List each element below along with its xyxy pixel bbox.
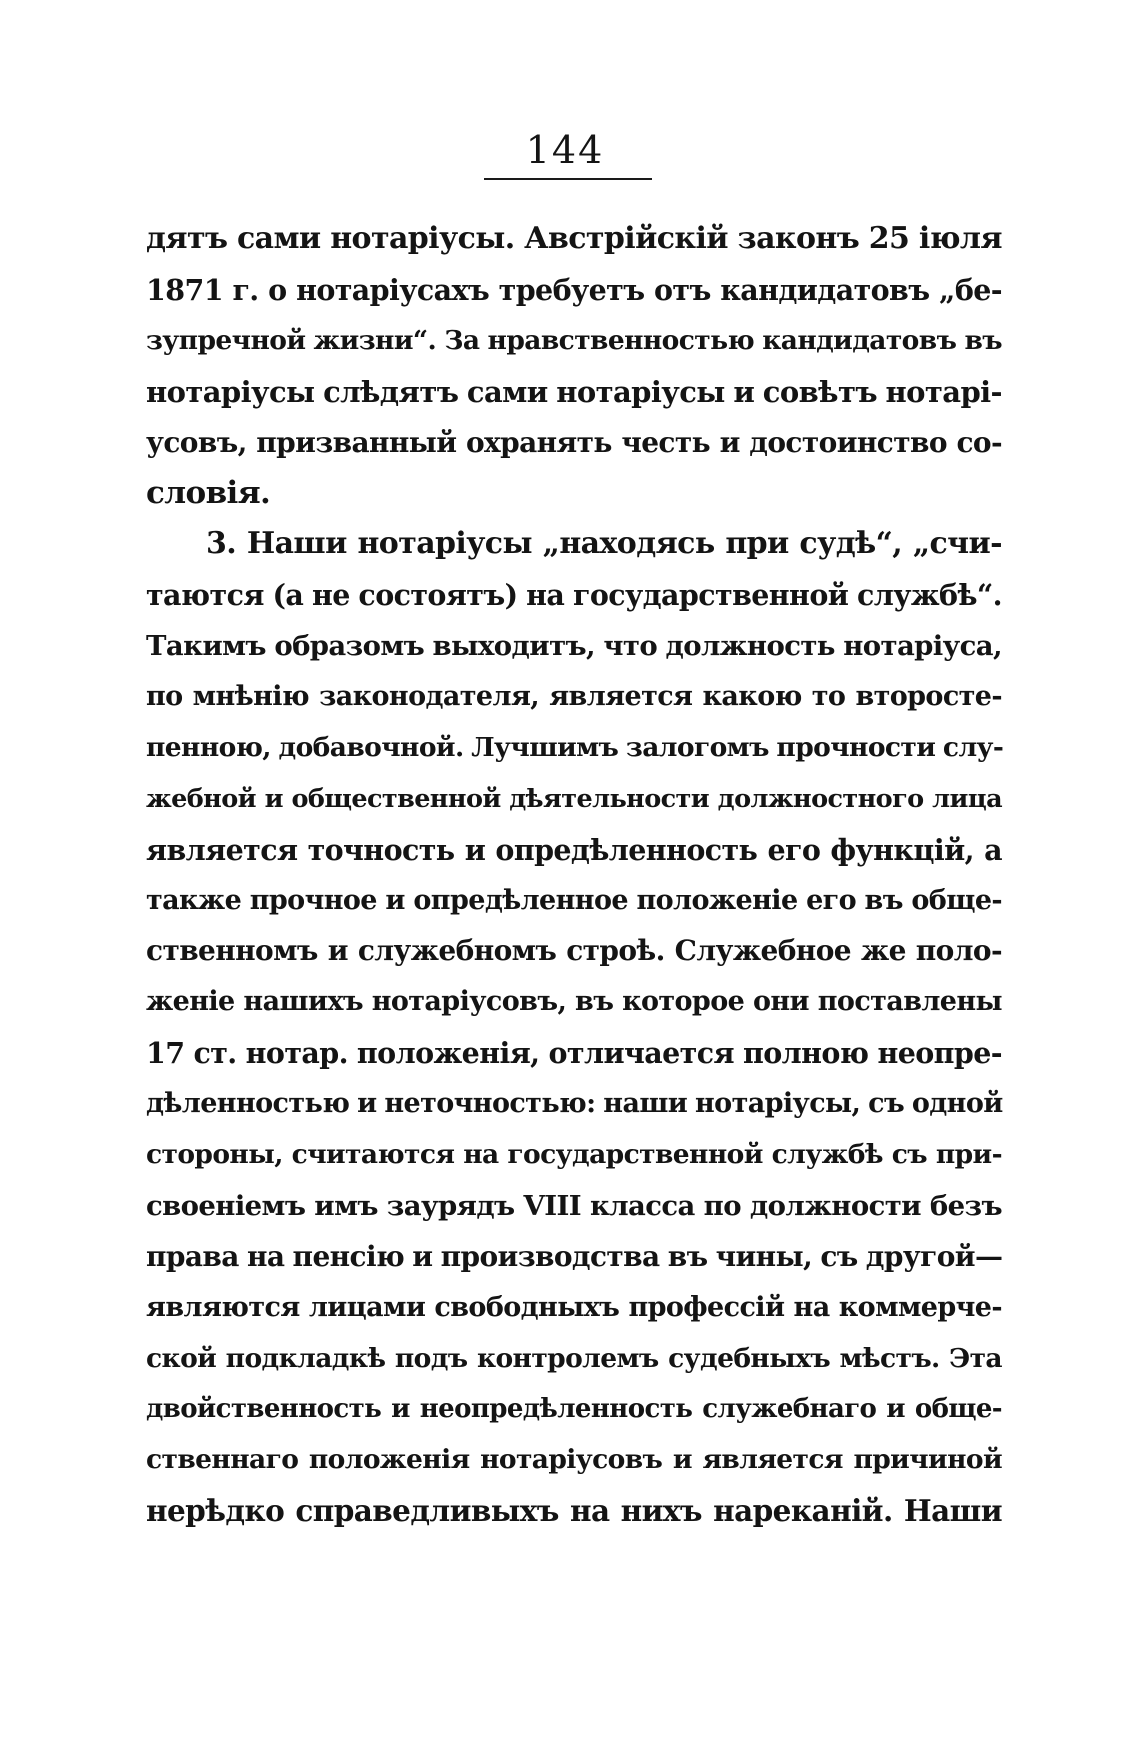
text-line: женіе нашихъ нотаріусовъ, въ которое они поставлены [146, 986, 1002, 1018]
text-line: дятъ сами нотаріусы. Австрійскій законъ 25 іюля [146, 221, 1002, 256]
text-line: 1871 г. о нотаріусахъ требуетъ отъ кандидатовъ „бе- [146, 272, 1002, 307]
text-line: Такимъ образомъ выходитъ, что должность нотаріуса, [146, 630, 1002, 663]
text-line: зупречной жизни“. За нравственностью кандидатовъ въ [146, 324, 1002, 356]
text-line: 17 ст. нотар. положенія, отличается полною неопре- [146, 1036, 1002, 1071]
text-line: нотаріусы слѣдятъ сами нотаріусы и совѣтъ нотарі- [146, 374, 1002, 409]
text-line: пенною, добавочной. Лучшимъ залогомъ прочности слу- [146, 731, 1004, 763]
page-number: 144 [525, 128, 605, 172]
text-line: нерѣдко справедливыхъ на нихъ нареканій. Наши [146, 1493, 1002, 1529]
body-text [146, 214, 1002, 1537]
text-line: словія. [146, 475, 271, 512]
text-line: двойственность и неопредѣленность служебнаго и обще- [146, 1394, 1002, 1425]
text-line: своеніемъ имъ заурядъ VIII класса по должности безъ [146, 1189, 1002, 1222]
text-line: стороны, считаются на государственной службѣ съ при- [146, 1139, 1002, 1171]
text-line: по мнѣнію законодателя, является какою то второсте- [146, 681, 1002, 713]
text-line: ственнаго положенія нотаріусовъ и является причиной [146, 1444, 1002, 1476]
text-line: права на пенсію и производства въ чины, съ другой— [146, 1239, 1003, 1273]
text-line: ственномъ и служебномъ строѣ. Служебное же поло- [146, 934, 1002, 968]
header-rule [484, 178, 652, 180]
text-line: также прочное и опредѣленное положеніе его въ обще- [146, 884, 1002, 916]
text-line: таются (а не состоятъ) на государственной службѣ“. [146, 578, 1002, 613]
text-line: является точность и опредѣленность его функцій, а [146, 832, 1002, 867]
text-line: ской подкладкѣ подъ контролемъ судебныхъ мѣстъ. Эта [146, 1342, 1002, 1374]
text-line: дѣленностью и неточностью: наши нотаріусы, съ одной [146, 1088, 1003, 1120]
paragraph-start-line: 3. Наши нотаріусы „находясь при судѣ“, „счи- [206, 526, 1002, 562]
text-line: усовъ, призванный охранять честь и достоинство со- [146, 425, 1002, 459]
text-line: являются лицами свободныхъ профессій на коммерче- [146, 1291, 1002, 1323]
text-line: жебной и общественной дѣятельности должностного лица [146, 783, 1002, 814]
